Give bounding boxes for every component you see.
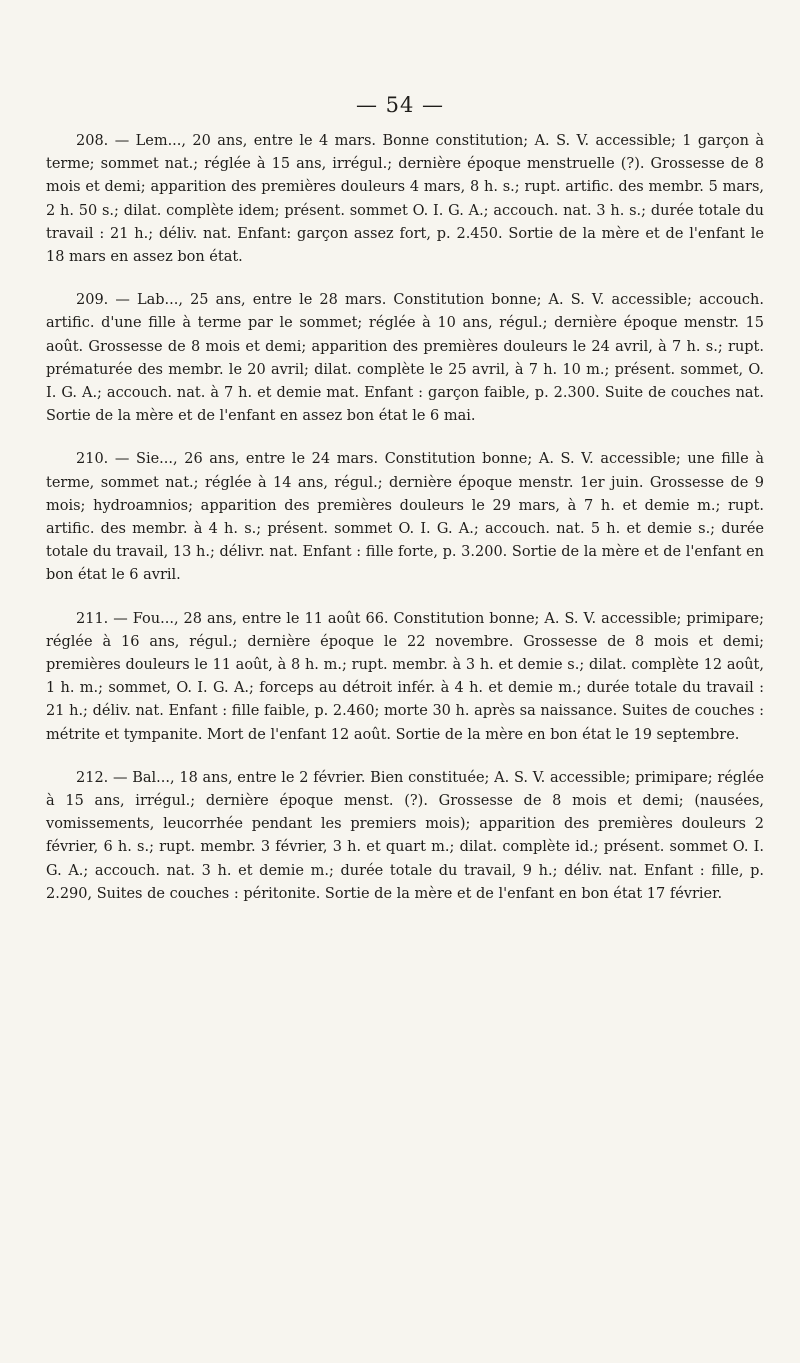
entry-209: 209. — Lab..., 25 ans, entre le 28 mars. Constitution bonne; A. S. V. accessible; accouch. artific. d'une fille à terme par le sommet; réglée à 10 ans, régul.; dernière époque menstr. 15 août. Grossesse de 8 mois et demi; apparition des premières douleurs le 24 avril, à 7 h. s.; rupt. prématurée des membr. le 20 avril; dilat. complète le 25 avril, à 7 h. 10 m.; présent. sommet, O. I. G. A.; accouch. nat. à 7 h. et demie mat. Enfant : garçon faible, p. 2.300. Suite de couches nat. Sortie de la mère et de l'enfant en assez bon état le 6 mai.	[46, 292, 764, 425]
page-number: — 54 —	[355, 93, 445, 117]
entry-210: 210. — Sie..., 26 ans, entre le 24 mars. Constitution bonne; A. S. V. accessible; une fille à terme, sommet nat.; réglée à 14 ans, régul.; dernière époque menstr. 1er juin. Grossesse de 9 mois; hydroamnios; apparition des premières douleurs le 29 mars, à 7 h. et demie m.; rupt. artific. des membr. à 4 h. s.; présent. sommet O. I. G. A.; accouch. nat. 5 h. et demie s.; durée totale du travail, 13 h.; délivr. nat. Enfant : fille forte, p. 3.200. Sortie de la mère et de l'enfant en bon état le 6 avril.	[46, 451, 764, 584]
entry-212: 212. — Bal..., 18 ans, entre le 2 février. Bien constituée; A. S. V. accessible; primipare; réglée à 15 ans, irrégul.; dernière époque menst. (?). Grossesse de 8 mois et demi; (nausées, vomissements, leucorrhée pendant les premiers mois); apparition des premières douleurs 2 février, 6 h. s.; rupt. membr. 3 février, 3 h. et quart m.; dilat. complète id.; présent. sommet O. I. G. A.; accouch. nat. 3 h. et demie m.; durée totale du travail, 9 h.; déliv. nat. Enfant : fille, p. 2.290, Suites de couches : péritonite. Sortie de la mère et de l'enfant en bon état 17 février.	[46, 769, 764, 902]
entry-208: 208. — Lem..., 20 ans, entre le 4 mars. Bonne constitution; A. S. V. accessible; 1 garçon à terme; sommet nat.; réglée à 15 ans, irrégul.; dernière époque menstruelle (?). Grossesse de 8 mois et demi; apparition des premières douleurs 4 mars, 8 h. s.; rupt. artific. des membr. 5 mars, 2 h. 50 s.; dilat. complète idem; présent. sommet O. I. G. A.; accouch. nat. 3 h. s.; durée totale du travail : 21 h.; déliv. nat. Enfant: garçon assez fort, p. 2.450. Sortie de la mère et de l'enfant le 18 mars en assez bon état.	[46, 133, 764, 266]
entries-list	[46, 130, 764, 926]
entry-211: 211. — Fou..., 28 ans, entre le 11 août 66. Constitution bonne; A. S. V. accessible; primipare; réglée à 16 ans, régul.; dernière époque le 22 novembre. Grossesse de 8 mois et demi; premières douleurs le 11 août, à 8 h. m.; rupt. membr. à 3 h. et demie s.; dilat. complète 12 août, 1 h. m.; sommet, O. I. G. A.; forceps au détroit infér. à 4 h. et demie m.; durée totale du travail : 21 h.; déliv. nat. Enfant : fille faible, p. 2.460; morte 30 h. après sa naissance. Suites de couches : métrite et tympanite. Mort de l'enfant 12 août. Sortie de la mère en bon état le 19 septembre.	[46, 610, 764, 743]
